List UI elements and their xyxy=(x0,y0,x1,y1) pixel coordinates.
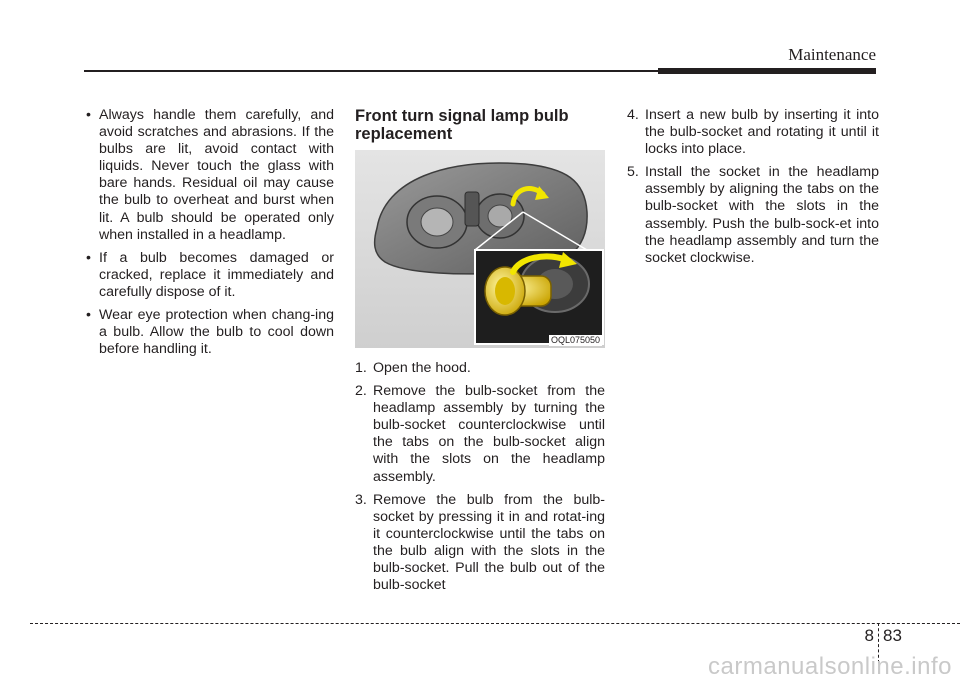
step-number: 1. xyxy=(355,360,367,376)
section-heading: Front turn signal lamp bulb replacement xyxy=(355,107,569,143)
list-item: • Always handle them carefully, and avoid scratches and abrasions. If the bulbs are lit, avoid contact with liquids. Never touch the glass with bare hands. Residual oil may cause the bulb to overheat and burst when lit. A bulb should be operated only when installed in a headlamp. xyxy=(84,107,334,244)
column-1 xyxy=(84,107,334,364)
headlamp-illustration xyxy=(355,150,605,348)
list-item xyxy=(355,360,605,377)
watermark-link[interactable]: carmanualsonline.info xyxy=(708,653,952,680)
list-item xyxy=(627,164,879,267)
figure-code: OQL075050 xyxy=(550,335,600,345)
step-number: 5. xyxy=(627,164,639,181)
step-text: Remove the bulb from the bulb-socket by pressing it in and rotat-ing it counterclockwise until the tabs on the bulb align with the slots in the bulb-socket. Pull the bulb out of the bulb-socket xyxy=(373,491,605,594)
steps-list-continued xyxy=(627,107,879,267)
steps-list xyxy=(355,360,605,594)
footer-rule xyxy=(30,623,960,624)
column-2 xyxy=(355,107,605,600)
chapter-number: 8 xyxy=(864,626,874,645)
list-item xyxy=(355,383,605,486)
column-3 xyxy=(627,107,879,273)
headlamp-figure xyxy=(355,150,605,348)
step-number: 3. xyxy=(355,491,367,508)
header-rule-accent xyxy=(658,68,876,74)
header-rule xyxy=(84,70,684,72)
step-text: Insert a new bulb by inserting it into the bulb-socket and rotating it until it locks into place. xyxy=(645,107,879,158)
list-item xyxy=(355,492,605,595)
caution-list xyxy=(84,107,334,358)
step-text: Open the hood. xyxy=(373,360,471,376)
list-item: • If a bulb becomes damaged or cracked, replace it immediately and carefully dispose of it. xyxy=(84,250,334,301)
page-number: 83 xyxy=(883,626,902,645)
step-text: Remove the bulb-socket from the headlamp assembly by turning the bulb-socket counterclockwise until the tabs on the bulb-socket align with the slots on the headlamp assembly. xyxy=(373,383,605,485)
step-number: 2. xyxy=(355,383,367,400)
list-item: • Wear eye protection when chang-ing a bulb. Allow the bulb to cool down before handling it. xyxy=(84,307,334,358)
list-item xyxy=(627,107,879,158)
step-number: 4. xyxy=(627,107,639,123)
header-title: Maintenance xyxy=(788,45,876,64)
step-text: Install the socket in the headlamp assembly by aligning the tabs on the bulb-socket with the slots in the assembly. Push the bulb-sock-et into the headlamp assembly and turn the socket clockwise. xyxy=(645,164,879,266)
